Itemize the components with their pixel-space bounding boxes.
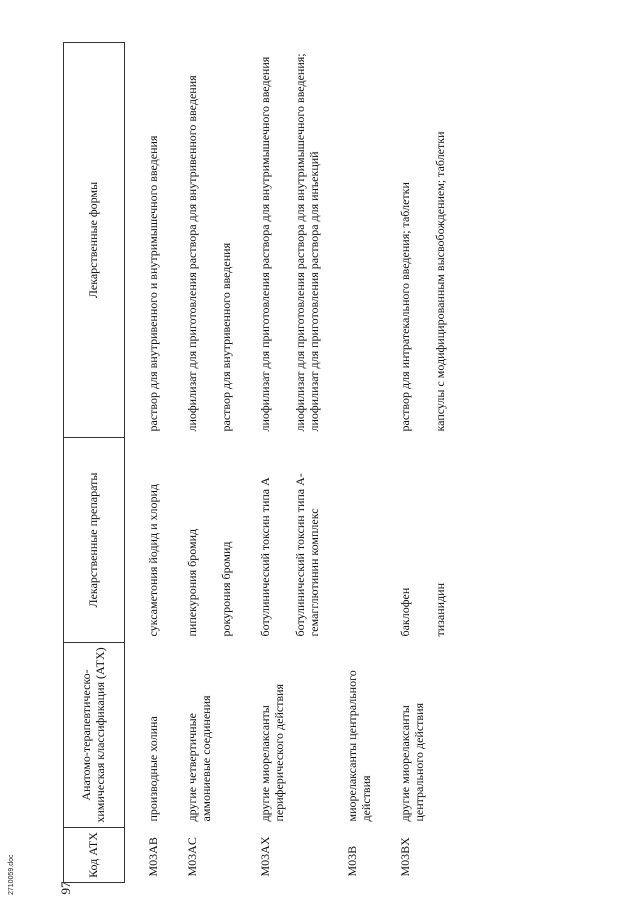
- rotated-table-area: [63, 43, 613, 883]
- header-classification: Анатомо-терапевтическо-химическая классификация (АТХ): [64, 643, 125, 828]
- table-header-row: [64, 43, 125, 883]
- page-number: 97: [58, 881, 73, 895]
- header-code: Код АТХ: [64, 828, 125, 883]
- cell-drug: рокурония бромид: [219, 541, 234, 637]
- table-row: [377, 43, 430, 883]
- cell-form: лиофилизат для приготовления раствора для внутривенного введения: [184, 75, 199, 432]
- cell-drug: суксаметония йодид и хлорид: [146, 483, 160, 637]
- cell-classification: производные холина: [146, 716, 160, 822]
- atc-drug-table: [63, 42, 450, 883]
- table-row: [216, 43, 237, 883]
- cell-code: M03BX: [397, 837, 412, 877]
- cell-classification: [430, 643, 451, 828]
- cell-code: M03AB: [146, 837, 160, 877]
- cell-drug: [324, 438, 377, 643]
- header-drugs: Лекарственные препараты: [64, 438, 125, 643]
- cell-classification: миорелаксанты центрального действия: [345, 670, 374, 822]
- table-row: [125, 43, 164, 883]
- cell-code: [430, 828, 451, 883]
- cell-code: [216, 828, 237, 883]
- cell-classification: другие миорелаксанты центрального действия: [397, 702, 426, 822]
- cell-form: раствор для внутривенного введения: [219, 242, 234, 432]
- cell-drug: ботулинический токсин типа А: [258, 477, 273, 637]
- table-row: [164, 43, 217, 883]
- cell-classification: другие четвертичные аммониевые соединения: [184, 695, 213, 822]
- cell-form: лиофилизат для приготовления раствора для внутримышечного введения; лиофилизат для приготовления раствора для инъекций: [292, 53, 321, 432]
- cell-code: [290, 828, 325, 883]
- table-row: [324, 43, 377, 883]
- cell-classification: другие миорелаксанты периферического действия: [258, 683, 286, 822]
- cell-drug: тизанидин: [432, 582, 447, 637]
- cell-code: M03AX: [258, 836, 273, 877]
- cell-classification: [290, 643, 325, 828]
- footer-filename: 2710059.doc: [8, 854, 15, 895]
- cell-drug: пипекурония бромид: [184, 528, 199, 637]
- cell-drug: ботулинический токсин типа А-гемагглютинин комплекс: [292, 473, 321, 637]
- cell-form: раствор для внутривенного и внутримышечного введения: [146, 135, 160, 432]
- cell-form: раствор для интратекального введения; таблетки: [397, 182, 412, 432]
- cell-form: лиофилизат для приготовления раствора для внутримышечного введения: [258, 56, 273, 432]
- table-row: [430, 43, 451, 883]
- table-row: [290, 43, 325, 883]
- cell-code: M03AC: [184, 837, 199, 877]
- cell-classification: [216, 643, 237, 828]
- table-row: [237, 43, 290, 883]
- cell-code: M03B: [345, 845, 360, 877]
- cell-form: [324, 43, 377, 438]
- cell-drug: баклофен: [397, 587, 412, 637]
- header-forms: Лекарственные формы: [64, 43, 125, 438]
- cell-form: капсулы с модифицированным высвобождением; таблетки: [432, 131, 447, 432]
